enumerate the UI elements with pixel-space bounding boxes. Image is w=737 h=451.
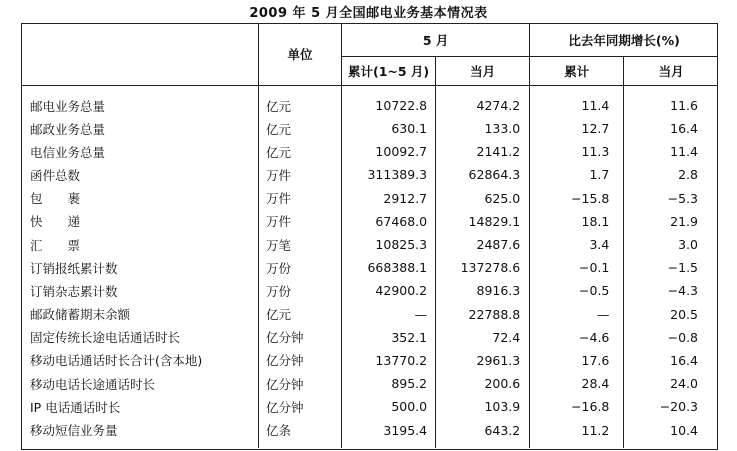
- row-growth-cumulative: −0.1: [530, 256, 624, 279]
- row-name: 快 递: [21, 210, 259, 233]
- table-row: [21, 140, 718, 163]
- row-month: 200.6: [436, 372, 530, 395]
- table-row: [21, 303, 718, 326]
- row-growth-month: −0.8: [667, 329, 698, 345]
- row-month: 14829.1: [436, 210, 530, 233]
- row-growth-cumulative: 3.4: [530, 233, 624, 256]
- row-cumulative: 895.2: [342, 372, 436, 395]
- row-unit: 亿元: [259, 86, 342, 118]
- row-growth-cumulative: 12.7: [530, 117, 624, 140]
- row-month: 72.4: [436, 326, 530, 349]
- row-month: 8916.3: [436, 279, 530, 302]
- table-row: [21, 395, 718, 418]
- row-growth-cumulative: 11.4: [530, 86, 624, 118]
- row-unit: 万份: [259, 256, 342, 279]
- row-cumulative: —: [342, 303, 436, 326]
- row-growth-month: 10.4: [670, 422, 698, 438]
- row-growth-cumulative: −16.8: [530, 395, 624, 418]
- table-row: [21, 210, 718, 233]
- row-name: 邮政业务总量: [21, 117, 259, 140]
- row-unit: 亿元: [259, 140, 342, 163]
- row-cumulative: 352.1: [342, 326, 436, 349]
- row-unit: 万件: [259, 163, 342, 186]
- row-name: 移动电话长途通话时长: [21, 372, 259, 395]
- row-unit: 亿元: [259, 117, 342, 140]
- row-unit: 万件: [259, 210, 342, 233]
- row-cumulative: 10092.7: [342, 140, 436, 163]
- row-unit: 亿分钟: [259, 372, 342, 395]
- header-cumulative: 累计(1~5 月): [342, 57, 436, 86]
- row-growth-month: 24.0: [670, 376, 698, 392]
- row-growth-cumulative: 1.7: [530, 163, 624, 186]
- row-name: 移动电话通话时长合计(含本地): [21, 349, 259, 372]
- row-month: 4274.2: [436, 86, 530, 118]
- table-row: [21, 233, 718, 256]
- row-growth-cumulative: −15.8: [530, 187, 624, 210]
- row-cumulative: 500.0: [342, 395, 436, 418]
- row-growth-month: 3.0: [678, 237, 698, 253]
- row-name: IP 电话通话时长: [21, 395, 259, 418]
- table-row: [21, 163, 718, 186]
- row-growth-cumulative: −4.6: [530, 326, 624, 349]
- row-growth-cumulative: 11.3: [530, 140, 624, 163]
- row-cumulative: 311389.3: [342, 163, 436, 186]
- row-growth-cumulative: 18.1: [530, 210, 624, 233]
- row-growth-month: 2.8: [678, 167, 698, 183]
- table-row: [21, 117, 718, 140]
- header-unit: 单位: [259, 23, 342, 86]
- row-name: 订销报纸累计数: [21, 256, 259, 279]
- row-unit: 万笔: [259, 233, 342, 256]
- table-row: [21, 372, 718, 395]
- row-cumulative: 42900.2: [342, 279, 436, 302]
- row-month: 643.2: [436, 418, 530, 447]
- row-unit: 亿条: [259, 418, 342, 447]
- table-row: [21, 256, 718, 279]
- row-growth-month: 16.4: [670, 352, 698, 368]
- header-may: 5 月: [342, 23, 530, 57]
- row-name: 订销杂志累计数: [21, 279, 259, 302]
- row-month: 22788.8: [436, 303, 530, 326]
- row-growth-cumulative: —: [530, 303, 624, 326]
- table-title: 2009 年 5 月全国邮电业务基本情况表: [249, 6, 488, 21]
- row-name: 汇 票: [21, 233, 259, 256]
- row-month: 2961.3: [436, 349, 530, 372]
- row-growth-month: −4.3: [667, 283, 698, 299]
- row-month: 137278.6: [436, 256, 530, 279]
- header-growth: 比去年同期增长(%): [530, 23, 718, 57]
- row-unit: 亿分钟: [259, 349, 342, 372]
- header-growth-month: 当月: [624, 57, 718, 86]
- table-row: [21, 187, 718, 210]
- row-cumulative: 3195.4: [342, 418, 436, 447]
- header-month: 当月: [436, 57, 530, 86]
- row-cumulative: 67468.0: [342, 210, 436, 233]
- row-name: 电信业务总量: [21, 140, 259, 163]
- row-name: 移动短信业务量: [21, 418, 259, 447]
- row-growth-cumulative: 11.2: [530, 418, 624, 447]
- row-cumulative: 10722.8: [342, 86, 436, 118]
- row-growth-month: −1.5: [667, 260, 698, 276]
- row-cumulative: 13770.2: [342, 349, 436, 372]
- table-row: [21, 279, 718, 302]
- row-month: 62864.3: [436, 163, 530, 186]
- header-item-blank: [21, 23, 259, 86]
- row-cumulative: 2912.7: [342, 187, 436, 210]
- row-growth-month: 20.5: [670, 306, 698, 322]
- row-unit: 万份: [259, 279, 342, 302]
- row-growth-month: −20.3: [659, 399, 698, 415]
- row-unit: 亿分钟: [259, 326, 342, 349]
- row-growth-month: 11.4: [670, 144, 698, 160]
- row-month: 2487.6: [436, 233, 530, 256]
- row-month: 625.0: [436, 187, 530, 210]
- row-growth-cumulative: 28.4: [530, 372, 624, 395]
- row-name: 邮政储蓄期末余额: [21, 303, 259, 326]
- table-row: [21, 418, 718, 447]
- row-growth-month: 11.6: [670, 98, 698, 113]
- table-row: [21, 349, 718, 372]
- row-name: 函件总数: [21, 163, 259, 186]
- row-month: 103.9: [436, 395, 530, 418]
- row-growth-month: 21.9: [670, 213, 698, 229]
- row-name: 邮电业务总量: [21, 86, 259, 118]
- header-growth-cumulative: 累计: [530, 57, 624, 86]
- row-month: 2141.2: [436, 140, 530, 163]
- row-growth-month: −5.3: [667, 190, 698, 206]
- row-unit: 万件: [259, 187, 342, 210]
- row-name: 包 裹: [21, 187, 259, 210]
- row-growth-month: 16.4: [670, 121, 698, 137]
- table-row: [21, 326, 718, 349]
- table-row: [21, 86, 718, 118]
- row-cumulative: 10825.3: [342, 233, 436, 256]
- row-growth-cumulative: −0.5: [530, 279, 624, 302]
- row-month: 133.0: [436, 117, 530, 140]
- row-cumulative: 668388.1: [342, 256, 436, 279]
- postal-telecom-table: [21, 23, 718, 448]
- row-growth-cumulative: 17.6: [530, 349, 624, 372]
- row-unit: 亿分钟: [259, 395, 342, 418]
- row-name: 固定传统长途电话通话时长: [21, 326, 259, 349]
- row-unit: 亿元: [259, 303, 342, 326]
- row-cumulative: 630.1: [342, 117, 436, 140]
